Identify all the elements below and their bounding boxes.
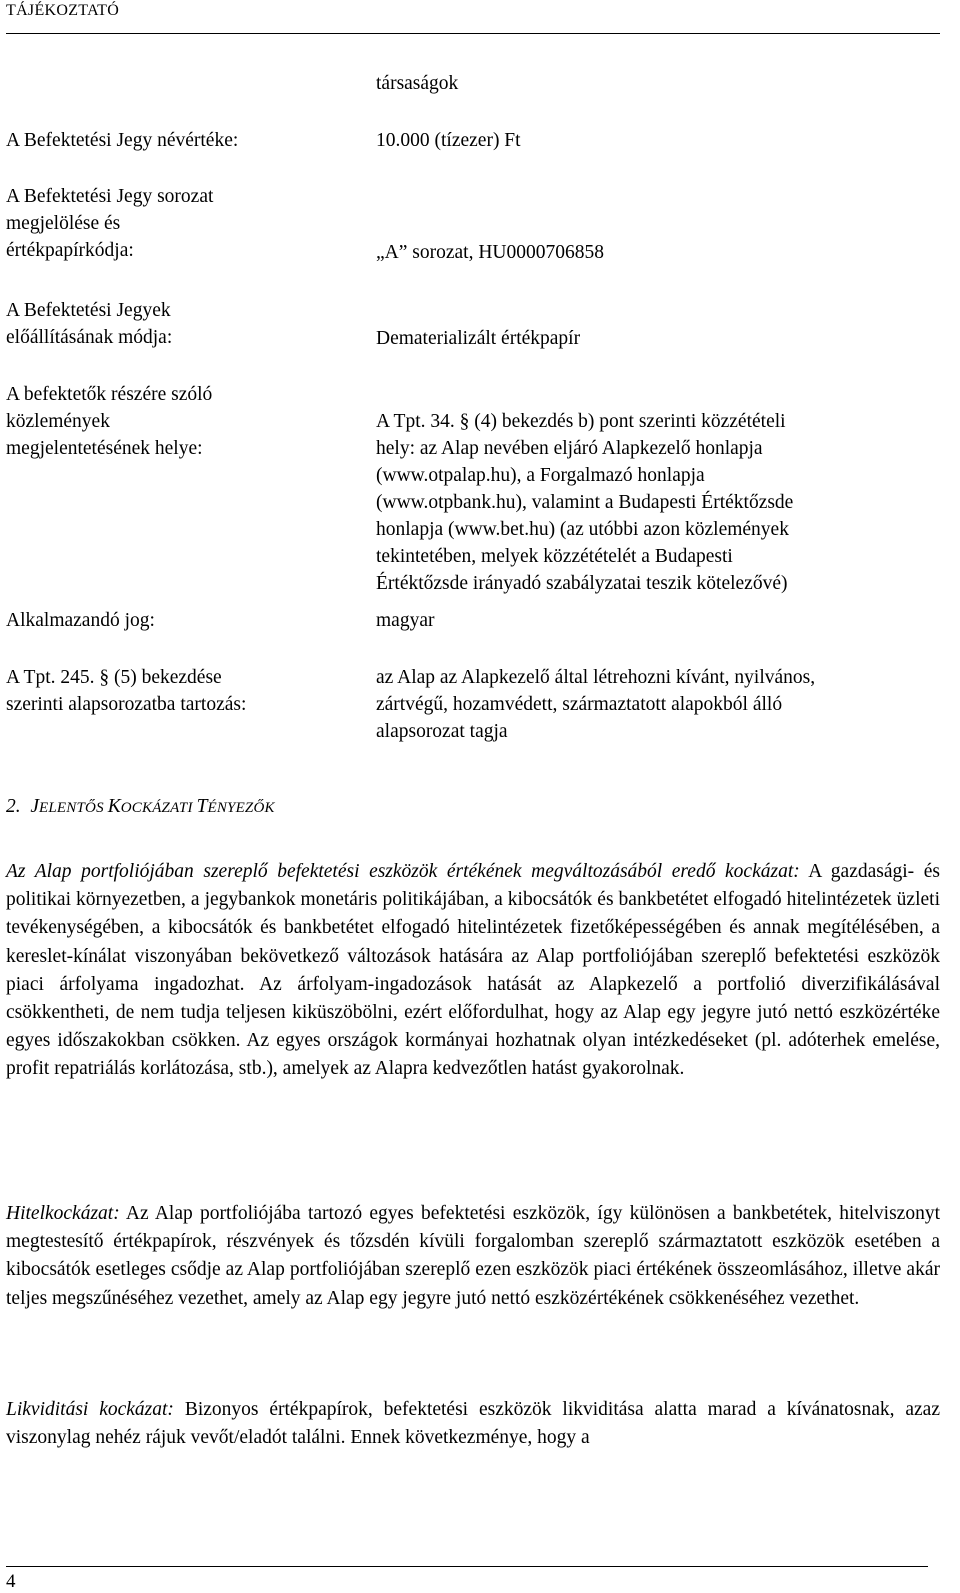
publication-text: A Tpt. 34. § (4) bekezdés b) pont szerinti közzétételi hely: az Alap nevében eljáró Alapkezelő honlapja (www.otpalap.hu), a Forgalmazó honlapja (www.otpbank.hu), valamint a Budapesti Értéktőzsde honlapja (www.bet.hu) (az utóbbi azon közlemények tekintetében, melyek közzétételét a Budapesti Értéktőzsde irányadó szabályzatai teszik kötelezővé) (376, 411, 794, 594)
field-label: A Befektetési Jegy sorozat megjelölése és értékpapírkódja: (6, 186, 214, 261)
field-value: magyar (376, 610, 435, 631)
footer-divider (6, 1566, 928, 1567)
risk-paragraph (6, 1396, 940, 1452)
section-title-part: T (196, 796, 208, 817)
section-title-part: ÉNYEZŐK (207, 800, 275, 816)
section-title-part: ELENTŐS (39, 800, 108, 816)
field-value: 10.000 (tízezer) Ft (376, 130, 521, 151)
section-title-part: K (107, 796, 121, 817)
page-number: 4 (6, 1571, 16, 1592)
field-label: A befektetők részére szóló közlemények megjelentetésének helye: (6, 384, 213, 459)
document-header: TÁJÉKOZTATÓ (6, 2, 120, 19)
field-label: Alkalmazandó jog: (6, 610, 155, 631)
risk-text: A gazdasági- és politikai környezetben, a jegybankok monetáris politikájában, a kibocsátók és bankbetétet elfogadó hitelintézetek üzleti tevékenységében, a kibocsátók és bankbetétet elfogadó hitelintézetek fizetőképességében és annak megítélésében, a kereslet-kínálat viszonyában bekövetkező változások hatására az Alap portfoliójában szereplő befektetési eszközök piaci árfolyama ingadozhat. Az árfolyam-ingadozások hatását az Alapkezelő a portfolió diverzifikálásával csökkentheti, de nem tudja teljesen kiküszöbölni, ezért előfordulhat, hogy az Alap egy jegyre jutó nettó eszközértéke egyes időszakokban csökken. Az egyes országok kormányai hozhatnak olyan intézkedéseket (pl. adóterhek emelése, profit repatriálás korlátozása, stb.), amelyek az Alapra kedvezőtlen hatást gyakorolnak. (6, 861, 940, 1080)
field-value: társaságok (376, 73, 459, 94)
field-value: „A” sorozat, HU0000706858 (376, 242, 604, 263)
field-value: Dematerializált értékpapír (376, 328, 581, 349)
risk-title: Likviditási kockázat: (6, 1399, 174, 1420)
section-number: 2. (6, 796, 21, 817)
risk-title: Hitelkockázat: (6, 1203, 120, 1224)
field-value: az Alap az Alapkezelő által létrehozni kívánt, nyilvános, zártvégű, hozamvédett, származtatott alapokból álló alapsorozat tagja (376, 667, 816, 742)
header-divider (6, 33, 940, 34)
risk-text: Bizonyos értékpapírok, befektetési eszközök likviditása alatta marad a kívánatosnak, azaz viszonylag nehéz rájuk vevőt/eladót találni. Ennek következménye, hogy a (6, 1399, 940, 1449)
risk-paragraph (6, 858, 940, 1084)
section-title-part: J (30, 796, 40, 817)
risk-text: Az Alap portfoliójába tartozó egyes befektetési eszközök, így különösen a bankbetétek, hitelviszonyt megtestesítő értékpapírok, részvények és tőzsdén kívüli forgalomban szereplő származtatott eszközök esetében a kibocsátók esetleges csődje az Alap portfoliójában szereplő ezen eszközök piaci értékének összeomlásához, illetve akár teljes megszűnéséhez vezethet, amely az Alap egy jegyre jutó nettó eszközértékének csökkenéséhez vezethet. (6, 1203, 940, 1309)
field-label: A Befektetési Jegy névértéke: (6, 130, 239, 151)
risk-paragraph (6, 1200, 940, 1313)
section-heading (6, 796, 275, 818)
field-label: A Befektetési Jegyek előállításának módja: (6, 300, 173, 348)
risk-title: Az Alap portfoliójában szereplő befektetési eszközök értékének megváltozásából eredő kockázat: (6, 861, 800, 882)
section-title-part: OCKÁZATI (120, 800, 197, 816)
field-label: A Tpt. 245. § (5) bekezdése szerinti alapsorozatba tartozás: (6, 667, 247, 715)
field-value (376, 381, 946, 597)
